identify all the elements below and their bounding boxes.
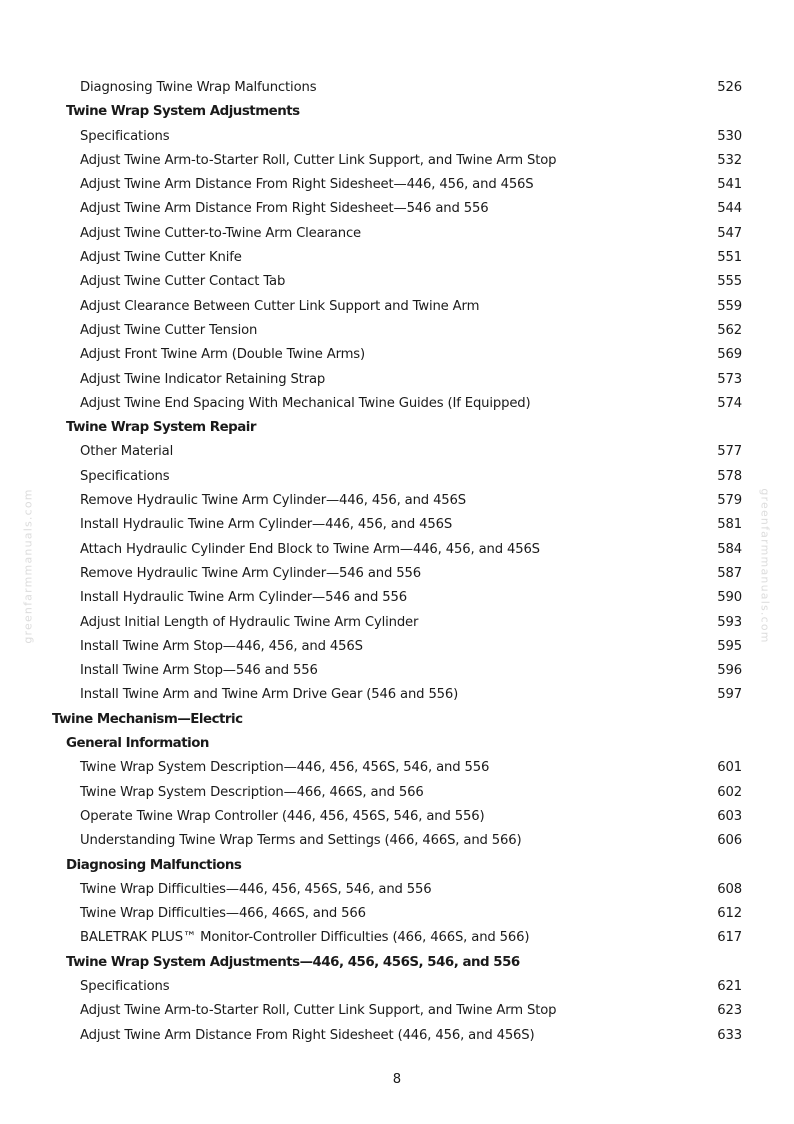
toc-section-heading[interactable] xyxy=(0,854,794,878)
toc-entry-title: Specifications xyxy=(80,978,170,994)
toc-entry[interactable] xyxy=(0,538,794,562)
toc-entry-page-number: 601 xyxy=(717,760,742,776)
toc-entry[interactable] xyxy=(0,76,794,100)
toc-section-heading[interactable] xyxy=(0,732,794,756)
toc-entry-page-number: 569 xyxy=(717,347,742,363)
toc-entry[interactable] xyxy=(0,975,794,999)
toc-entry-page-number: 526 xyxy=(717,80,742,95)
toc-entry-title: Adjust Twine Arm Distance From Right Sidesheet—446, 456, and 456S xyxy=(80,177,534,193)
toc-entry-page-number: 541 xyxy=(717,177,742,193)
watermark-right: greenfarmmanuals.com xyxy=(758,488,772,644)
toc-entry-page-number: 596 xyxy=(717,663,742,679)
toc-entry-page-number: 555 xyxy=(717,274,742,290)
toc-entry-title: Twine Wrap System Adjustments xyxy=(66,104,300,120)
toc-entry-page-number: 606 xyxy=(717,833,742,849)
toc-entry-page-number: 581 xyxy=(717,517,742,533)
toc-entry-title: Adjust Twine End Spacing With Mechanical Twine Guides (If Equipped) xyxy=(80,395,531,411)
toc-section-heading[interactable] xyxy=(0,416,794,440)
toc-entry-title: Twine Wrap System Description—446, 456, 456S, 546, and 556 xyxy=(80,760,490,776)
toc-entry[interactable] xyxy=(0,465,794,489)
toc-entry-title: BALETRAK PLUS™ Monitor-Controller Difficulties (466, 466S, and 566) xyxy=(80,930,530,946)
toc-entry[interactable] xyxy=(0,222,794,246)
toc-entry-page-number: 544 xyxy=(717,201,742,217)
toc-entry-title: Twine Wrap Difficulties—446, 456, 456S, 546, and 556 xyxy=(80,881,432,897)
toc-entry[interactable] xyxy=(0,343,794,367)
toc-entry[interactable] xyxy=(0,586,794,610)
toc-entry-page-number: 574 xyxy=(717,395,742,411)
toc-entry[interactable] xyxy=(0,562,794,586)
toc-entry-title: Install Twine Arm and Twine Arm Drive Gear (546 and 556) xyxy=(80,687,459,703)
toc-entry-page-number: 584 xyxy=(717,541,742,557)
toc-section-heading[interactable] xyxy=(0,951,794,975)
toc-entry-page-number: 577 xyxy=(717,444,742,460)
toc-entry-title: Adjust Twine Cutter-to-Twine Arm Clearance xyxy=(80,225,362,241)
toc-entry-title: Specifications xyxy=(80,128,170,144)
toc-entry[interactable] xyxy=(0,781,794,805)
toc-entry[interactable] xyxy=(0,659,794,683)
toc-entry-title: Twine Wrap System Adjustments—446, 456, 456S, 546, and 556 xyxy=(66,954,520,970)
toc-entry-page-number: 532 xyxy=(717,152,742,168)
toc-entry[interactable] xyxy=(0,756,794,780)
toc-chapter-heading[interactable] xyxy=(0,708,794,732)
toc-entry-page-number: 617 xyxy=(717,930,742,946)
toc-entry-title: Adjust Twine Arm Distance From Right Sidesheet—546 and 556 xyxy=(80,201,489,217)
toc-entry[interactable] xyxy=(0,683,794,707)
toc-entry-title: Install Twine Arm Stop—546 and 556 xyxy=(80,663,318,679)
toc-entry-title: Install Twine Arm Stop—446, 456, and 456S xyxy=(80,638,363,654)
toc-entry-page-number: 633 xyxy=(717,1027,742,1043)
toc-entry-title: Diagnosing Twine Wrap Malfunctions xyxy=(80,80,317,95)
toc-entry-title: Remove Hydraulic Twine Arm Cylinder—546 and 556 xyxy=(80,565,421,581)
watermark-left: greenfarmmanuals.com xyxy=(21,488,35,644)
toc-entry-page-number: 595 xyxy=(717,638,742,654)
toc-entry-page-number: 602 xyxy=(717,784,742,800)
toc-entry[interactable] xyxy=(0,489,794,513)
page-number: 8 xyxy=(392,1072,402,1087)
toc-entry[interactable] xyxy=(0,270,794,294)
toc-entry-page-number: 547 xyxy=(717,225,742,241)
toc-entry-title: Twine Wrap Difficulties—466, 466S, and 566 xyxy=(80,906,366,922)
toc-entry[interactable] xyxy=(0,295,794,319)
toc-entry-title: Adjust Twine Cutter Tension xyxy=(80,322,258,338)
toc-entry-title: Specifications xyxy=(80,468,170,484)
toc-entry-title: Adjust Twine Indicator Retaining Strap xyxy=(80,371,326,387)
toc-entry-title: Adjust Twine Arm-to-Starter Roll, Cutter Link Support, and Twine Arm Stop xyxy=(80,152,557,168)
toc-entry-title: Attach Hydraulic Cylinder End Block to Twine Arm—446, 456, and 456S xyxy=(80,541,540,557)
toc-entry-page-number: 562 xyxy=(717,322,742,338)
toc-entry-title: Adjust Twine Arm Distance From Right Sidesheet (446, 456, and 456S) xyxy=(80,1027,535,1043)
toc-entry[interactable] xyxy=(0,878,794,902)
toc-entry[interactable] xyxy=(0,611,794,635)
toc-entry[interactable] xyxy=(0,440,794,464)
toc-entry-page-number: 530 xyxy=(717,128,742,144)
toc-entry-page-number: 573 xyxy=(717,371,742,387)
toc-entry-title: Adjust Twine Cutter Contact Tab xyxy=(80,274,286,290)
toc-entry[interactable] xyxy=(0,926,794,950)
toc-entry-page-number: 612 xyxy=(717,906,742,922)
toc-entry-page-number: 590 xyxy=(717,590,742,606)
toc-entry-title: Diagnosing Malfunctions xyxy=(66,857,242,873)
toc-entry-page-number: 623 xyxy=(717,1003,742,1019)
toc-entry-title: General Information xyxy=(66,736,209,752)
toc-entry[interactable] xyxy=(0,173,794,197)
toc-entry[interactable] xyxy=(0,319,794,343)
toc-entry-title: Adjust Clearance Between Cutter Link Support and Twine Arm xyxy=(80,298,480,314)
toc-entry-title: Adjust Initial Length of Hydraulic Twine Arm Cylinder xyxy=(80,614,419,630)
toc-entry-page-number: 593 xyxy=(717,614,742,630)
toc-entry[interactable] xyxy=(0,999,794,1023)
toc-entry-title: Twine Wrap System Repair xyxy=(66,420,256,436)
toc-entry-page-number: 621 xyxy=(717,978,742,994)
table-of-contents xyxy=(0,76,794,1048)
toc-entry[interactable] xyxy=(0,635,794,659)
toc-entry-title: Twine Mechanism—Electric xyxy=(52,711,243,727)
toc-entry-title: Operate Twine Wrap Controller (446, 456, 456S, 546, and 556) xyxy=(80,808,485,824)
toc-entry[interactable] xyxy=(0,513,794,537)
toc-entry-page-number: 603 xyxy=(717,808,742,824)
toc-entry-page-number: 559 xyxy=(717,298,742,314)
toc-entry-title: Twine Wrap System Description—466, 466S, and 566 xyxy=(80,784,424,800)
toc-entry-title: Adjust Twine Cutter Knife xyxy=(80,250,242,266)
toc-entry[interactable] xyxy=(0,829,794,853)
toc-entry-title: Install Hydraulic Twine Arm Cylinder—546 and 556 xyxy=(80,590,407,606)
toc-entry-title: Other Material xyxy=(80,444,174,460)
toc-entry-title: Adjust Front Twine Arm (Double Twine Arms) xyxy=(80,347,366,363)
toc-entry-title: Remove Hydraulic Twine Arm Cylinder—446, 456, and 456S xyxy=(80,493,467,509)
toc-entry[interactable] xyxy=(0,392,794,416)
toc-entry-page-number: 578 xyxy=(717,468,742,484)
toc-entry-page-number: 551 xyxy=(717,250,742,266)
toc-entry[interactable] xyxy=(0,125,794,149)
toc-entry-page-number: 579 xyxy=(717,493,742,509)
toc-entry-page-number: 597 xyxy=(717,687,742,703)
toc-entry-title: Adjust Twine Arm-to-Starter Roll, Cutter Link Support, and Twine Arm Stop xyxy=(80,1003,557,1019)
toc-entry[interactable] xyxy=(0,149,794,173)
toc-entry[interactable] xyxy=(0,805,794,829)
toc-entry[interactable] xyxy=(0,246,794,270)
toc-entry-title: Install Hydraulic Twine Arm Cylinder—446, 456, and 456S xyxy=(80,517,453,533)
toc-entry-page-number: 587 xyxy=(717,565,742,581)
toc-entry[interactable] xyxy=(0,368,794,392)
toc-entry[interactable] xyxy=(0,1024,794,1048)
toc-entry-title: Understanding Twine Wrap Terms and Settings (466, 466S, and 566) xyxy=(80,833,522,849)
toc-entry[interactable] xyxy=(0,902,794,926)
toc-entry-page-number: 608 xyxy=(717,881,742,897)
toc-section-heading[interactable] xyxy=(0,100,794,124)
toc-entry[interactable] xyxy=(0,197,794,221)
